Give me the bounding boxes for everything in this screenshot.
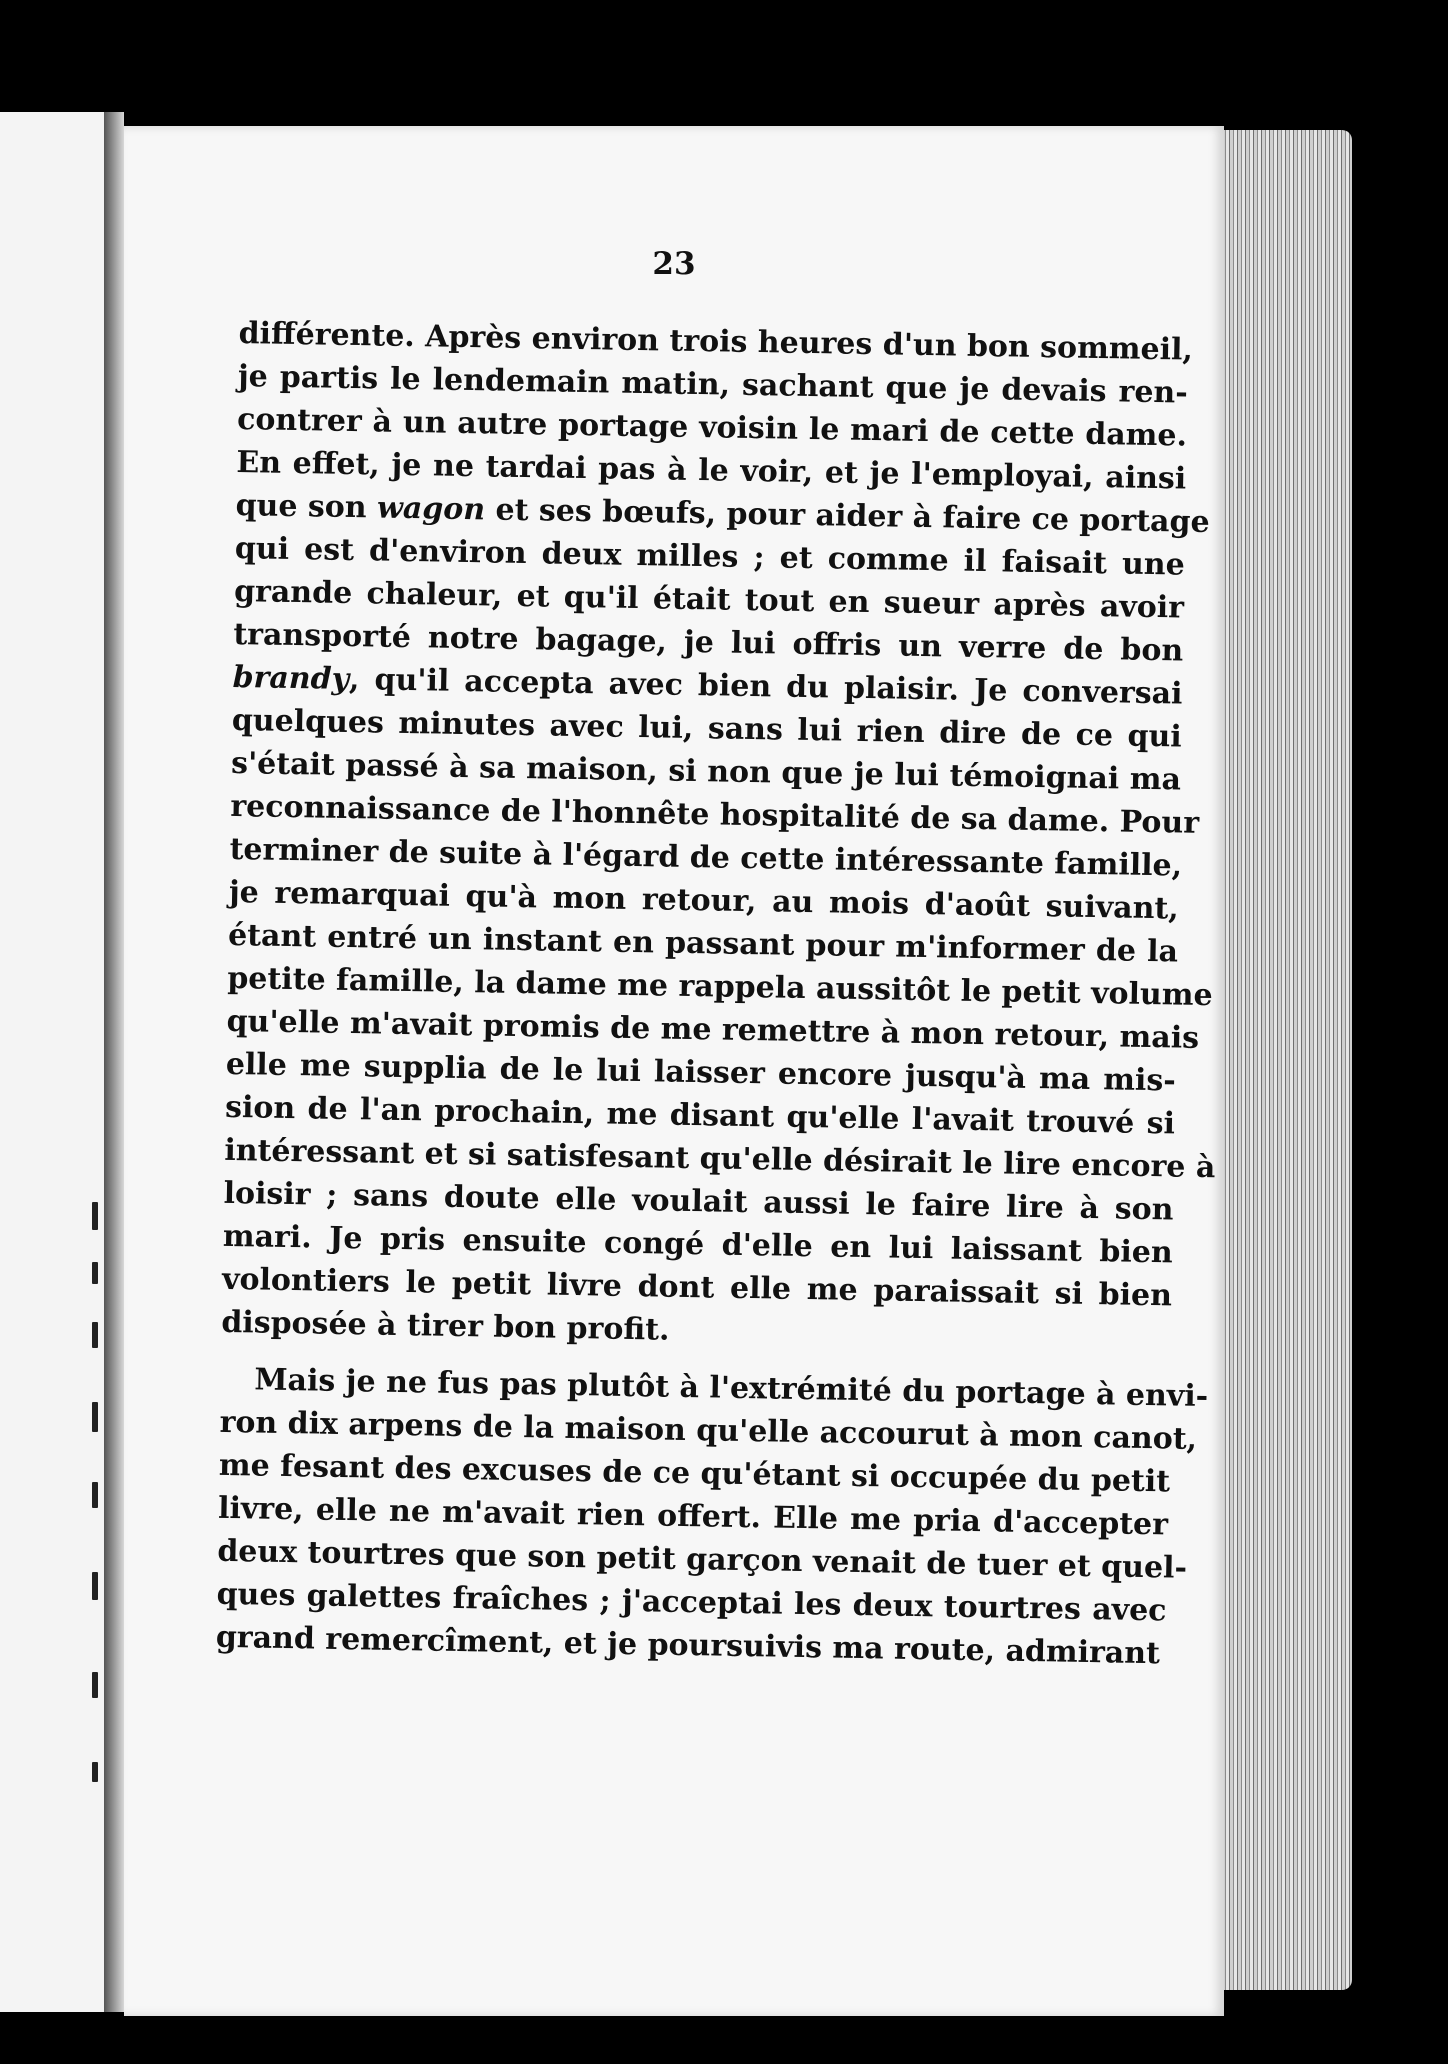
text-line: terminer de suite à l'égard de cette intéressante famille, (229, 831, 1183, 884)
facing-page-glyph-fragment (92, 1572, 98, 1600)
page-number: 23 (652, 246, 696, 282)
page (124, 126, 1224, 2016)
text-line: s'était passé à sa maison, si non que je lui témoignai ma (230, 745, 1182, 798)
text-run: , qu'il accepta avec bien du plaisir. Je conversai (348, 661, 1183, 712)
text-line: différente. Après environ trois heures d'un bon sommeil, (238, 315, 1194, 368)
facing-page-glyph-fragment (92, 1672, 98, 1698)
text-line: grande chaleur, et qu'il était tout en sueur après avoir (233, 573, 1185, 626)
text-line: transporté notre bagage, je lui offris un verre de bon (233, 616, 1184, 669)
text-line: En effet, je ne tardai pas à le voir, et je l'employai, ainsi (236, 444, 1187, 497)
text-run: que son (235, 487, 378, 526)
facing-page-glyph-fragment (92, 1402, 98, 1432)
facing-page-edge (0, 112, 106, 2012)
italic-word: wagon (376, 490, 486, 528)
text-line: quelques minutes avec lui, sans lui rien dire de ce qui (231, 702, 1183, 755)
body-text (215, 312, 1216, 1675)
text-line: contrer à un autre portage voisin le mari de cette dame. (236, 401, 1188, 454)
facing-page-glyph-fragment (92, 1202, 98, 1230)
paragraph-2 (215, 1358, 1209, 1676)
text-line: qui est d'environ deux milles ; et comme il faisait une (234, 530, 1186, 583)
text-line: intéressant et si satisfesant qu'elle désirait le lire encore à (224, 1132, 1216, 1186)
text-line: elle me supplia de le lui laisser encore jusqu'à ma mis- (225, 1046, 1177, 1099)
text-line: Mais je ne fus pas plutôt à l'extrémité du portage à envi- (254, 1362, 1209, 1415)
text-line: je remarquai qu'à mon retour, au mois d'août suivant, (228, 874, 1180, 927)
text-line: mari. Je pris ensuite congé d'elle en lui laissant bien (222, 1218, 1174, 1271)
facing-page-glyph-fragment (92, 1322, 98, 1348)
text-line: grand remercîment, et je poursuivis ma route, admirant (215, 1619, 1161, 1672)
text-line: livre, elle ne m'avait rien offert. Elle me pria d'accepter (217, 1490, 1169, 1543)
text-line: étant entré un instant en passant pour m'informer de la (227, 917, 1179, 970)
text-line: reconnaissance de l'honnête hospitalité de sa dame. Pour (230, 788, 1200, 841)
text-line: petite famille, la dame me rappela aussitôt le petit volume (227, 960, 1213, 1014)
facing-page-glyph-fragment (92, 1762, 98, 1782)
text-line: me fesant des excuses de ce qu'étant si occupée du petit (218, 1447, 1171, 1500)
page-edges (1222, 130, 1352, 1990)
text-line: ron dix arpens de la maison qu'elle accourut à mon canot, (219, 1404, 1198, 1457)
text-line: je partis le lendemain matin, sachant que je devais ren- (237, 358, 1189, 411)
text-line: loisir ; sans doute elle voulait aussi le faire lire à son (223, 1175, 1174, 1228)
book-gutter (104, 112, 124, 2012)
text-line: disposée à tirer bon profit. (221, 1304, 670, 1348)
paragraph-1 (221, 312, 1216, 1360)
italic-word: brandy (232, 659, 350, 697)
text-line: qu'elle m'avait promis de me remettre à mon retour, mais (226, 1003, 1200, 1056)
text-line: volontiers le petit livre dont elle me paraissait si bien (221, 1261, 1173, 1314)
text-line: deux tourtres que son petit garçon venait de tuer et quel- (217, 1533, 1188, 1586)
text-line: ques galettes fraîches ; j'acceptai les deux tourtres avec (216, 1576, 1167, 1629)
facing-page-glyph-fragment (92, 1262, 98, 1284)
text-line: sion de l'an prochain, me disant qu'elle l'avait trouvé si (224, 1089, 1176, 1142)
text-run: et ses bœufs, pour aider à faire ce portage (484, 492, 1210, 540)
facing-page-glyph-fragment (92, 1482, 98, 1508)
